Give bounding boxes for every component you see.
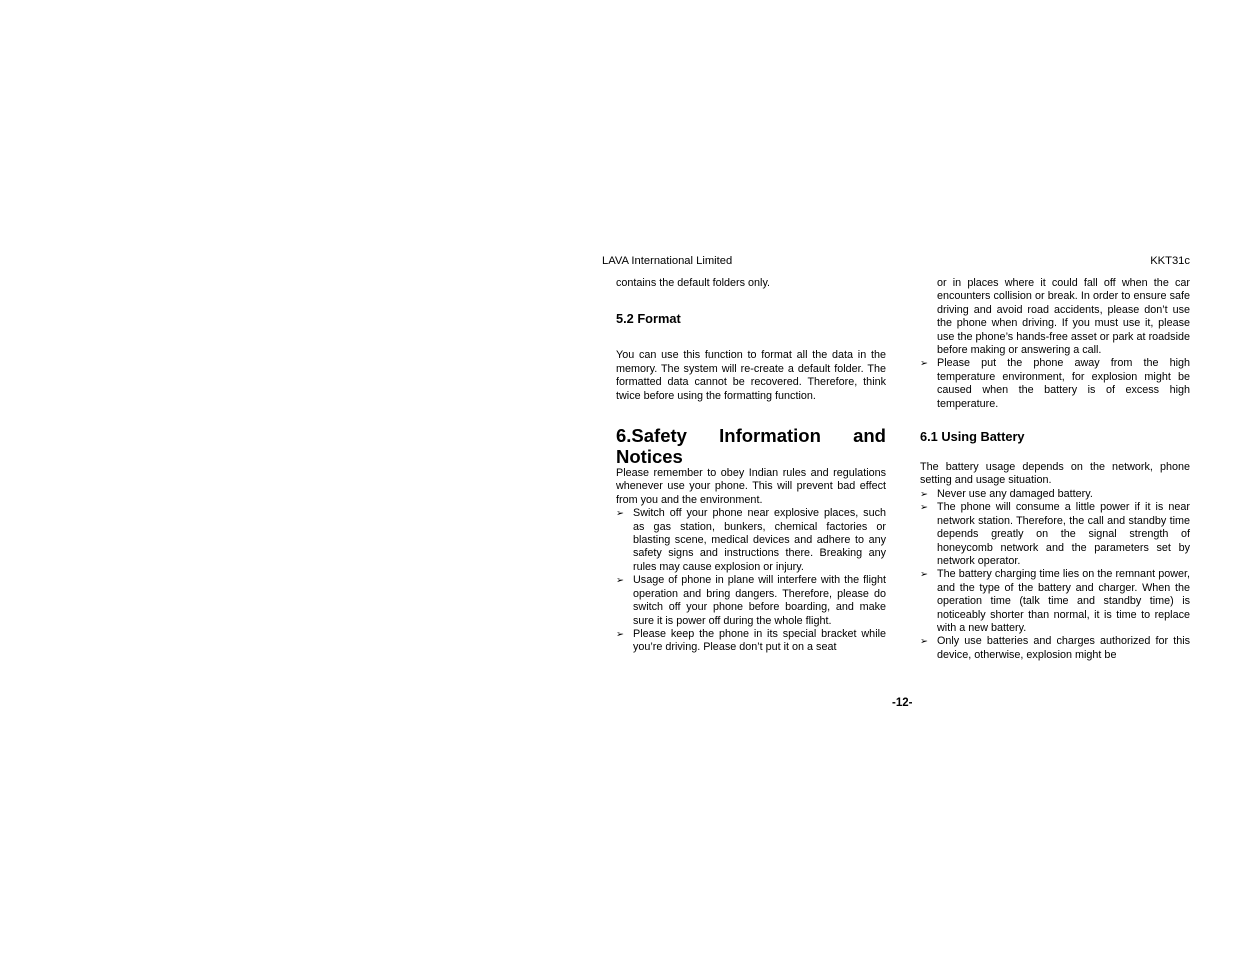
arrow-bullet-icon: ➢	[920, 358, 928, 370]
section-6-1-bullet-list	[920, 488, 1190, 662]
arrow-bullet-icon: ➢	[920, 502, 928, 514]
section-5-2-heading: 5.2 Format	[616, 311, 681, 327]
section-6-1-intro: The battery usage depends on the network, phone setting and usage situation.	[920, 461, 1190, 487]
section-6-bullet-list	[616, 507, 886, 654]
section-6-intro: Please remember to obey Indian rules and regulations whenever use your phone. This will prevent bad effect from you and the environment.	[616, 467, 886, 506]
list-item: ➢ Usage of phone in plane will interfere with the flight operation and bring dangers. Therefore, please do switch off your phone before boarding, and make sure it is power off during the whole flight.	[616, 574, 886, 627]
continued-bullet-list	[920, 277, 1190, 411]
arrow-bullet-icon: ➢	[616, 628, 624, 640]
heading-word: and	[853, 425, 886, 447]
header-model: KKT31c	[1150, 255, 1190, 267]
list-item: ➢ Switch off your phone near explosive places, such as gas station, bunkers, chemical factories or blasting scene, medical devices and adhere to any safety signs and instructions there. Breaking any rules may cause explosion or injury.	[616, 507, 886, 573]
list-item: ➢ Never use any damaged battery.	[920, 487, 1093, 500]
section-5-2-body: You can use this function to format all the data in the memory. The system will re-create a default folder. The formatted data cannot be recovered. Therefore, think twice before using the formatting function.	[616, 349, 886, 402]
arrow-bullet-icon: ➢	[920, 488, 928, 500]
section-6-1-heading: 6.1 Using Battery	[920, 429, 1025, 445]
page-number: -12-	[892, 697, 913, 709]
arrow-bullet-icon: ➢	[616, 508, 624, 520]
list-item: or in places where it could fall off when the car encounters collision or break. In order to ensure safe driving and avoid road accidents, please don’t use the phone when driving. If you must use it, please use the phone’s hands-free asset or park at roadside before making or answering a call.	[937, 277, 1190, 357]
heading-line-2: Notices	[616, 446, 683, 468]
section-6-heading	[616, 425, 886, 467]
list-item: ➢ Only use batteries and charges authorized for this device, otherwise, explosion might be	[920, 635, 1190, 661]
heading-word: Information	[719, 425, 821, 447]
arrow-bullet-icon: ➢	[920, 636, 928, 648]
list-item: ➢ Please put the phone away from the high temperature environment, for explosion might be caused when the battery is of excess high temperature.	[920, 357, 1190, 410]
arrow-bullet-icon: ➢	[920, 569, 928, 581]
continuation-text: contains the default folders only.	[616, 277, 771, 289]
list-item: ➢ Please keep the phone in its special bracket while you’re driving. Please don’t put it on a seat	[616, 627, 886, 654]
heading-word: 6.Safety	[616, 425, 687, 447]
left-column	[616, 277, 886, 655]
right-column	[920, 277, 1190, 662]
arrow-bullet-icon: ➢	[616, 575, 624, 587]
header-company: LAVA International Limited	[602, 255, 733, 267]
list-item: ➢ The phone will consume a little power if it is near network station. Therefore, the call and standby time depends greatly on the signal strength of honeycomb network and the parameters set by network operator.	[920, 501, 1190, 567]
list-item: ➢ The battery charging time lies on the remnant power, and the type of the battery and charger. When the operation time (talk time and standby time) is noticeably shorter than normal, it is time to replace with a new battery.	[920, 568, 1190, 634]
